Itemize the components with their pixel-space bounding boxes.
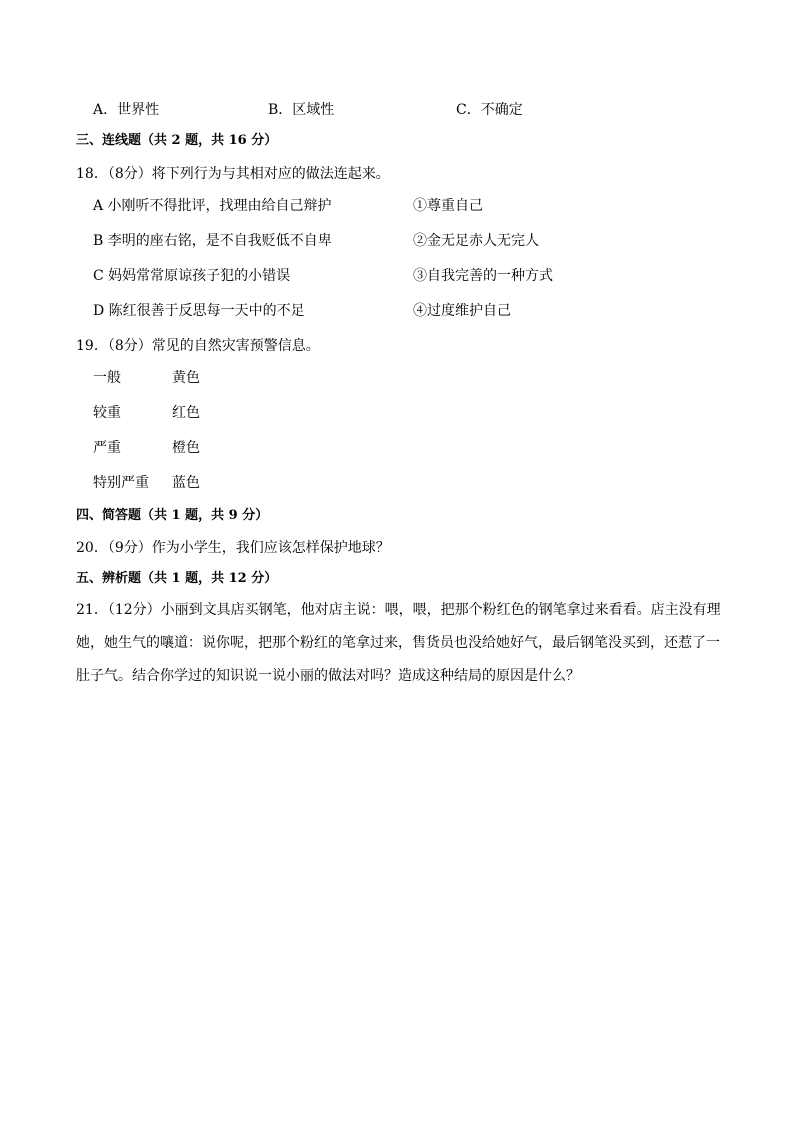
- q19-color-2: 红色: [172, 405, 200, 421]
- q19-level-4: 特别严重: [93, 475, 149, 491]
- q19-level-2: 较重: [93, 405, 121, 421]
- q18-right-4: ④过度维护自己: [413, 303, 511, 319]
- q19-stem: 19．（8分）常见的自然灾害预警信息。: [76, 338, 320, 354]
- q20-stem: 20．（9分）作为小学生，我们应该怎样保护地球？: [76, 540, 390, 556]
- q19-color-4: 蓝色: [172, 475, 200, 491]
- q19-color-1: 黄色: [172, 370, 200, 386]
- q19-color-3: 橙色: [172, 440, 200, 456]
- q18-right-2: ②金无足赤人无完人: [413, 233, 539, 249]
- q18-stem: 18．（8分）将下列行为与其相对应的做法连起来。: [76, 166, 390, 182]
- q18-left-c: C 妈妈常常原谅孩子犯的小错误: [93, 268, 291, 284]
- section-5-title: 五、辨析题（共 1 题，共 12 分）: [76, 571, 278, 586]
- q18-left-a: A 小刚听不得批评，找理由给自己辩护: [93, 198, 332, 214]
- q17-option-b: B．区域性: [268, 102, 335, 118]
- q18-left-b: B 李明的座右铭，是不自我贬低不自卑: [93, 233, 332, 249]
- section-3-title: 三、连线题（共 2 题，共 16 分）: [76, 133, 278, 148]
- q18-left-d: D 陈红很善于反思每一天中的不足: [93, 303, 305, 319]
- section-4-title: 四、简答题（共 1 题，共 9 分）: [76, 508, 269, 523]
- q17-option-a: A．世界性: [93, 102, 160, 118]
- q19-level-3: 严重: [93, 440, 121, 456]
- q18-right-3: ③自我完善的一种方式: [413, 268, 553, 284]
- q19-level-1: 一般: [93, 370, 121, 386]
- q18-right-1: ①尊重自己: [413, 198, 483, 214]
- q17-option-c: C．不确定: [456, 102, 523, 118]
- q21-text: 21．（12分）小丽到文具店买钢笔，他对店主说：喂，喂，把那个粉红色的钢笔拿过来看看。店主没有理她，她生气的嚷道：说你呢，把那个粉红的笔拿过来，售货员也没给她好气，最后钢笔没买到，还惹了一肚子气。结合你学过的知识说一说小丽的做法对吗？造成这种结局的原因是什么？: [76, 602, 721, 684]
